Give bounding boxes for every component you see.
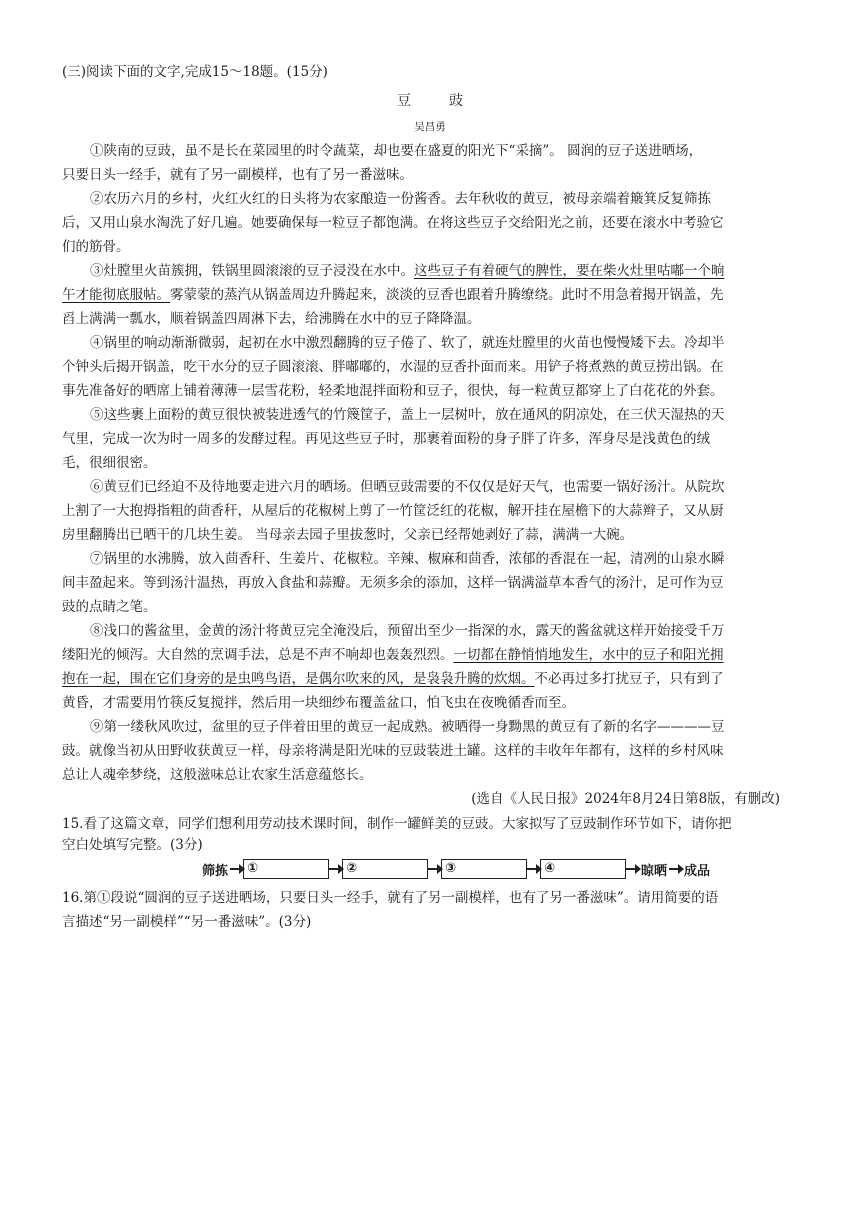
plain-text: 缕阳光的倾泻。大自然的烹调手法，总是不声不响却也轰轰烈烈。 bbox=[62, 647, 454, 663]
paragraph-line bbox=[90, 262, 725, 280]
flow-blank-2[interactable] bbox=[342, 859, 428, 879]
paragraph-line bbox=[62, 646, 724, 664]
paragraph-line: ⑤这些裹上面粉的黄豆很快被装进透气的竹篾筐子，盖上一层树叶，放在通风的阴凉处，在三伏天湿热的天 bbox=[90, 407, 725, 423]
paragraph-line: 气里，完成一次为时一周多的发酵过程。再见这些豆子时，那裹着面粉的身子胖了许多，浑身尽是浅黄色的绒 bbox=[62, 431, 710, 447]
paragraph-line: ②农历六月的乡村，火红火红的日头将为农家酿造一份酱香。去年秋收的黄豆，被母亲端着簸箕反复筛拣 bbox=[90, 191, 711, 207]
paragraph-line: ⑨第一缕秋风吹过，盆里的豆子伴着田里的黄豆一起成熟。被晒得一身黝黑的黄豆有了新的名字————豆 bbox=[90, 719, 725, 735]
plain-text: 雾蒙蒙的蒸汽从锅盖周边升腾起来，淡淡的豆香也跟着升腾缭绕。此时不用急着揭开锅盖，先 bbox=[170, 287, 724, 303]
paragraph-line: ④锅里的响动渐渐微弱，起初在水中激烈翻腾的豆子倦了、软了，就连灶膛里的火苗也慢慢矮下去。冷却半 bbox=[90, 335, 725, 351]
blank-number: ③ bbox=[445, 861, 457, 876]
paragraph-line: 豉的点睛之笔。 bbox=[62, 599, 157, 615]
paragraph-line: 毛，很细很密。 bbox=[62, 455, 157, 471]
paragraph-line: 上割了一大抱拇指粗的茴香秆，从屋后的花椒树上剪了一竹筐泛红的花椒，解开挂在屋檐下的大蒜辫子，又从厨 bbox=[62, 503, 724, 519]
paragraph-line: 间丰盈起来。等到汤汁温热，再放入食盐和蒜瓣。无须多余的添加，这样一锅满溢草本香气的汤汁，足可作为豆 bbox=[62, 575, 724, 591]
arrow-right-icon bbox=[626, 868, 638, 870]
flow-start: 筛拣 bbox=[202, 863, 229, 879]
underlined-sentence: 一切都在静悄悄地发生，水中的豆子和阳光拥 bbox=[453, 647, 724, 663]
underlined-sentence: 这些豆子有着硬气的脾性，要在柴火灶里咕嘟一个晌 bbox=[414, 263, 725, 279]
paragraph-line: 们的筋骨。 bbox=[62, 239, 130, 255]
section-header: (三)阅读下面的文字,完成15～18题。(15分) bbox=[62, 64, 328, 80]
question-15: 空白处填写完整。(3分) bbox=[62, 837, 203, 853]
blank-number: ② bbox=[346, 861, 358, 876]
flow-blank-4[interactable] bbox=[540, 859, 626, 879]
paragraph-line: ⑧浅口的酱盆里，金黄的汤汁将黄豆完全淹没后，预留出至少一指深的水，露天的酱盆就这样开始接受千万 bbox=[90, 623, 725, 639]
article-source: (选自《人民日报》2024年8月24日第8版，有删改) bbox=[471, 791, 780, 807]
question-16: 言描述“另一副模样”“另一番滋味”。(3分) bbox=[62, 914, 312, 930]
process-flowchart bbox=[200, 857, 712, 881]
arrow-right-icon bbox=[669, 868, 681, 870]
paragraph-line: ⑥黄豆们已经迫不及待地要走进六月的晒场。但晒豆豉需要的不仅仅是好天气，也需要一锅好汤汁。从院坎 bbox=[90, 479, 725, 495]
paragraph-line: 个钟头后揭开锅盖，吃干水分的豆子圆滚滚、胖嘟嘟的，水湿的豆香扑面而来。用铲子将煮熟的黄豆捞出锅。在 bbox=[62, 359, 724, 375]
blank-number: ① bbox=[247, 861, 259, 876]
underlined-sentence: 午才能彻底服帖。 bbox=[62, 287, 170, 303]
paragraph-line: 舀上满满一瓢水，顺着锅盖四周淋下去，给沸腾在水中的豆子降降温。 bbox=[62, 311, 481, 327]
paragraph-line: 只要日头一经手，就有了另一副模样，也有了另一番滋味。 bbox=[62, 167, 413, 183]
paragraph-line: 后，又用山泉水淘洗了好几遍。她要确保每一粒豆子都饱满。在将这些豆子交给阳光之前，还要在滚水中考验它 bbox=[62, 215, 724, 231]
question-16: 16.第①段说“圆润的豆子送进晒场，只要日头一经手，就有了另一副模样，也有了另一番滋味”。请用简要的语 bbox=[62, 890, 719, 906]
plain-text: 不必再过多打扰豆子，只有到了 bbox=[534, 671, 724, 687]
arrow-right-icon bbox=[329, 868, 341, 870]
paragraph-line: 总让人魂牵梦绕，这般滋味总让农家生活意蕴悠长。 bbox=[62, 767, 373, 783]
plain-text: ③灶膛里火苗簇拥，铁锅里圆滚滚的豆子浸没在水中。 bbox=[90, 263, 414, 279]
blank-number: ④ bbox=[544, 861, 556, 876]
paragraph-line: 豉。就像当初从田野收获黄豆一样，母亲将满是阳光味的豆豉装进土罐。这样的丰收年年都有，这样的乡村风味 bbox=[62, 743, 724, 759]
underlined-sentence: 抱在一起，围在它们身旁的是虫鸣鸟语，是偶尔吹来的风，是袅袅升腾的炊烟。 bbox=[62, 671, 535, 687]
article-title bbox=[0, 92, 860, 110]
arrow-right-icon bbox=[428, 868, 440, 870]
paragraph-line bbox=[62, 286, 724, 304]
paragraph-line bbox=[62, 670, 724, 688]
flow-blank-1[interactable] bbox=[243, 859, 329, 879]
article-title-char: 豉 bbox=[449, 93, 463, 109]
paragraph-line: 事先准备好的晒席上铺着薄薄一层雪花粉，轻柔地混拌面粉和豆子，很快，每一粒黄豆都穿上了白花花的外套。 bbox=[62, 383, 724, 399]
article-title-char: 豆 bbox=[397, 93, 411, 109]
paragraph-line: ①陕南的豆豉，虽不是长在菜园里的时令蔬菜，却也要在盛夏的阳光下“采摘”。 圆润的豆子送进晒场， bbox=[90, 143, 703, 159]
question-15: 15.看了这篇文章，同学们想利用劳动技术课时间，制作一罐鲜美的豆豉。大家拟写了豆豉制作环节如下，请你把 bbox=[62, 816, 732, 832]
flow-end: 成品 bbox=[684, 863, 711, 879]
arrow-right-icon bbox=[230, 868, 242, 870]
paragraph-line: ⑦锅里的水沸腾，放入茴香秆、生姜片、花椒粒。辛辣、椒麻和茴香，浓郁的香混在一起，清冽的山泉水瞬 bbox=[90, 551, 725, 567]
flow-blank-3[interactable] bbox=[441, 859, 527, 879]
arrow-right-icon bbox=[527, 868, 539, 870]
paragraph-line: 黄昏，才需要用竹筷反复搅拌，然后用一块细纱布覆盖盆口，怕飞虫在夜晚循香而至。 bbox=[62, 695, 575, 711]
flow-step-dry: 晾晒 bbox=[641, 863, 668, 879]
paragraph-line: 房里翻腾出已晒干的几块生姜。 当母亲去园子里拔葱时，父亲已经帮她剥好了蒜，满满一大碗。 bbox=[62, 527, 634, 543]
article-author: 吴昌勇 bbox=[414, 121, 446, 133]
